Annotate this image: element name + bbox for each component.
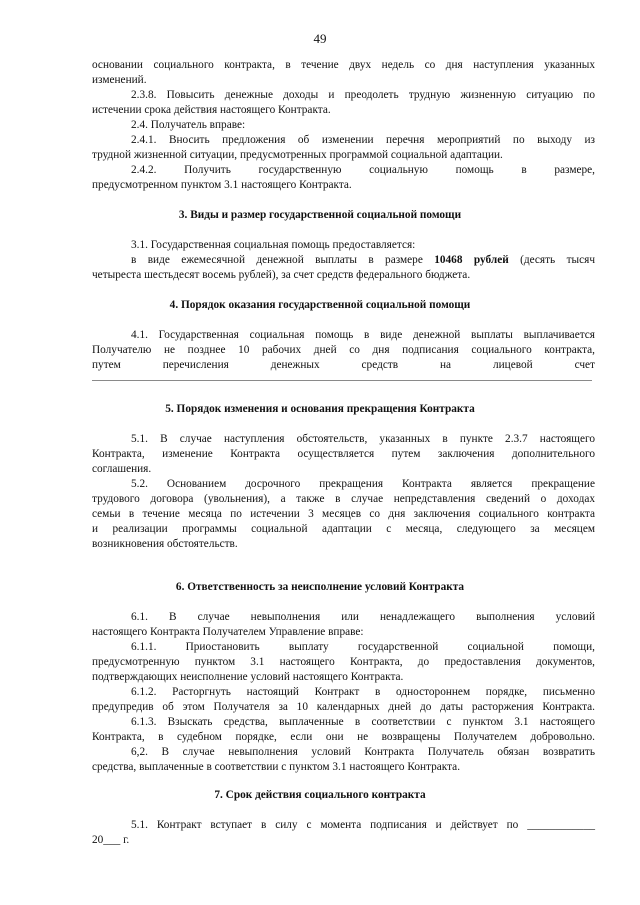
text-line: Контракта, изменение Контракта осуществляется путем заключения дополнительного — [92, 448, 595, 460]
text-line: предусмотренную пунктом 3.1 настоящего Контракта, до предоставления документов, — [92, 656, 595, 668]
text-fragment: (десять тысяч — [508, 254, 595, 266]
text-line: Получателю не позднее 10 рабочих дней со дня подписания социального контракта, — [92, 344, 595, 356]
text-line: 6.1.3. Взыскать средства, выплаченные в соответствии с пунктом 3.1 настоящего — [131, 716, 595, 728]
text-line: соглашения. — [92, 463, 152, 475]
text-line: 4.1. Государственная социальная помощь в виде денежной выплаты выплачивается — [131, 329, 595, 341]
blank-account-line — [92, 380, 592, 381]
section-heading-3: 3. Виды и размер государственной социальной помощи — [178, 209, 462, 221]
text-line: трудной жизненной ситуации, предусмотренных программой социальной адаптации. — [92, 149, 503, 161]
text-line: 2.4. Получатель вправе: — [131, 119, 246, 131]
text-line: изменений. — [92, 74, 147, 86]
text-line: основании социального контракта, в течение двух недель со дня наступления указанных — [92, 59, 595, 71]
text-line: Контракта, в судебном порядке, если они не возвращены Получателем добровольно. — [92, 731, 595, 743]
text-line: средства, выплаченные в соответствии с пунктом 3.1 настоящего Контракта. — [92, 761, 461, 773]
text-line — [131, 253, 595, 268]
text-line: трудового договора (увольнения), а также в случае непредставления сведений о доходах — [92, 493, 595, 505]
text-line: 3.1. Государственная социальная помощь предоставляется: — [131, 239, 416, 251]
text-line: 5.2. Основанием досрочного прекращения Контракта является прекращение — [131, 478, 595, 490]
section-heading-4: 4. Порядок оказания государственной социальной помощи — [169, 299, 471, 311]
text-line: возникновения обстоятельств. — [92, 538, 238, 550]
text-line: предупредив об этом Получателя за 10 календарных дней до даты расторжения Контракта. — [92, 701, 595, 713]
page-number: 49 — [313, 31, 327, 46]
text-line: 6,2. В случае невыполнения условий Контракта Получатель обязан возвратить — [131, 746, 595, 758]
text-line: 20___ г. — [92, 834, 130, 846]
section-heading-6: 6. Ответственность за неисполнение условий Контракта — [175, 581, 465, 593]
text-line: и реализации программы социальной адаптации с месяца, следующего за месяцем — [92, 523, 595, 535]
text-line: 6.1.2. Расторгнуть настоящий Контракт в одностороннем порядке, письменно — [131, 686, 595, 698]
text-line: путем перечисления денежных средств на лицевой счет — [92, 359, 595, 371]
text-line: 2.4.2. Получить государственную социальную помощь в размере, — [131, 164, 595, 176]
payment-amount: 10468 рублей — [434, 254, 509, 266]
text-line: 6.1. В случае невыполнения или ненадлежащего выполнения условий — [131, 611, 595, 623]
section-heading-5: 5. Порядок изменения и основания прекращения Контракта — [165, 403, 475, 415]
text-line: настоящего Контракта Получателем Управление вправе: — [92, 626, 364, 638]
text-line: 5.1. Контракт вступает в силу с момента подписания и действует по ____________ — [131, 819, 595, 831]
text-line: 2.3.8. Повысить денежные доходы и преодолеть трудную жизненную ситуацию по — [131, 89, 595, 101]
text-line: предусмотренном пунктом 3.1 настоящего Контракта. — [92, 179, 352, 191]
text-line: подтверждающих неисполнение условий настоящего Контракта. — [92, 671, 404, 683]
text-line: семьи в течение месяца по истечении 3 месяцев со дня заключения социального контракта — [92, 508, 595, 520]
text-line: 2.4.1. Вносить предложения об изменении перечня мероприятий по выходу из — [131, 134, 595, 146]
text-line: 6.1.1. Приостановить выплату государственной социальной помощи, — [131, 641, 595, 653]
text-line: четыреста шестьдесят восемь рублей), за счет средств федерального бюджета. — [92, 269, 471, 281]
section-heading-7: 7. Срок действия социального контракта — [214, 789, 426, 801]
text-line: 5.1. В случае наступления обстоятельств, указанных в пункте 2.3.7 настоящего — [131, 433, 595, 445]
text-fragment: в виде ежемесячной денежной выплаты в размере — [131, 254, 435, 266]
text-line: истечении срока действия настоящего Контракта. — [92, 104, 331, 116]
